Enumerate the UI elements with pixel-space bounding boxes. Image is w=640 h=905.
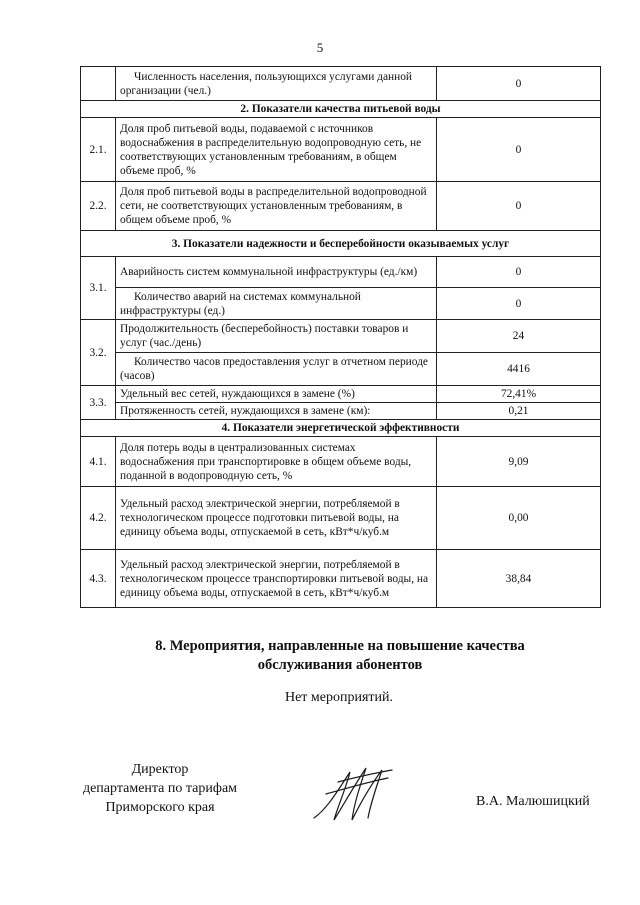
row-value: 0,21 — [437, 403, 601, 420]
row-number: 4.1. — [81, 437, 116, 487]
page-number: 5 — [316, 40, 324, 55]
no-measures-text: Нет мероприятий. — [284, 690, 394, 705]
row-number: 2.2. — [81, 182, 116, 231]
table-row — [81, 403, 601, 420]
table-row — [81, 320, 601, 353]
row-description: Аварийность систем коммунальной инфраструктуры (ед./км) — [116, 257, 437, 288]
row-value: 0 — [437, 67, 601, 101]
table-row — [81, 550, 601, 608]
row-description: Доля потерь воды в централизованных системах водоснабжения при транспортировке в общем объеме воды, поданной в водопроводную сеть, % — [116, 437, 437, 487]
row-description: Удельный расход электрической энергии, потребляемой в технологическом процессе подготовки питьевой воды, на единицу объема воды, отпускаемой в сеть, кВт*ч/куб.м — [116, 487, 437, 550]
row-value: 4416 — [437, 353, 601, 386]
table-row — [81, 288, 601, 320]
row-value: 72,41% — [437, 386, 601, 403]
table-row — [81, 353, 601, 386]
signer-name: В.А. Малюшицкий — [476, 794, 590, 809]
row-value: 0 — [437, 288, 601, 320]
row-value: 0 — [437, 257, 601, 288]
table-row — [81, 67, 601, 101]
handwritten-signature — [308, 760, 396, 830]
table-row — [81, 257, 601, 288]
section-header-row — [81, 420, 601, 437]
section-header: 2. Показатели качества питьевой воды — [81, 101, 601, 118]
row-description: Протяженность сетей, нуждающихся в замене (км): — [116, 403, 437, 420]
section-header: 3. Показатели надежности и бесперебойности оказываемых услуг — [81, 231, 601, 257]
row-value: 0,00 — [437, 487, 601, 550]
row-description: Доля проб питьевой воды, подаваемой с источников водоснабжения в распределительную водопроводную сеть, не соответствующих установленным требованиям, в общем объеме проб, % — [116, 118, 437, 182]
row-number: 2.1. — [81, 118, 116, 182]
section-8-title-line-1: 8. Мероприятия, направленные на повышение качества — [155, 638, 525, 654]
section-8-title — [60, 637, 620, 675]
table-row — [81, 386, 601, 403]
indicators-table-body — [81, 67, 601, 608]
indicators-table — [80, 66, 601, 608]
table-row — [81, 182, 601, 231]
signer-position-line-2: департамента по тарифам — [82, 781, 238, 796]
row-value: 0 — [437, 182, 601, 231]
row-number: 3.3. — [81, 386, 116, 420]
signer-position-line-3: Приморского края — [105, 800, 215, 815]
table-row — [81, 437, 601, 487]
signer-position-line-1: Директор — [131, 762, 189, 777]
row-description: Продолжительность (бесперебойность) поставки товаров и услуг (час./день) — [116, 320, 437, 353]
section-8-title-line-2: обслуживания абонентов — [257, 657, 423, 673]
table-row — [81, 118, 601, 182]
row-description: Количество часов предоставления услуг в отчетном периоде (часов) — [116, 353, 437, 386]
row-value: 24 — [437, 320, 601, 353]
section-header-row — [81, 101, 601, 118]
section-header-row — [81, 231, 601, 257]
row-description: Численность населения, пользующихся услугами данной организации (чел.) — [116, 67, 437, 101]
row-value: 38,84 — [437, 550, 601, 608]
row-number — [81, 67, 116, 101]
row-description: Доля проб питьевой воды в распределительной водопроводной сети, не соответствующих установленным требованиям, в общем объеме проб, % — [116, 182, 437, 231]
row-description: Удельный расход электрической энергии, потребляемой в технологическом процессе транспортировки питьевой воды, на единицу объема воды, отпускаемой в сеть, кВт*ч/куб.м — [116, 550, 437, 608]
row-description: Удельный вес сетей, нуждающихся в замене (%) — [116, 386, 437, 403]
table-row — [81, 487, 601, 550]
row-number: 3.1. — [81, 257, 116, 320]
row-number: 4.2. — [81, 487, 116, 550]
row-value: 9,09 — [437, 437, 601, 487]
row-number: 3.2. — [81, 320, 116, 386]
row-value: 0 — [437, 118, 601, 182]
row-number: 4.3. — [81, 550, 116, 608]
signer-position — [55, 760, 265, 817]
row-description: Количество аварий на системах коммунальной инфраструктуры (ед.) — [116, 288, 437, 320]
section-header: 4. Показатели энергетической эффективности — [81, 420, 601, 437]
